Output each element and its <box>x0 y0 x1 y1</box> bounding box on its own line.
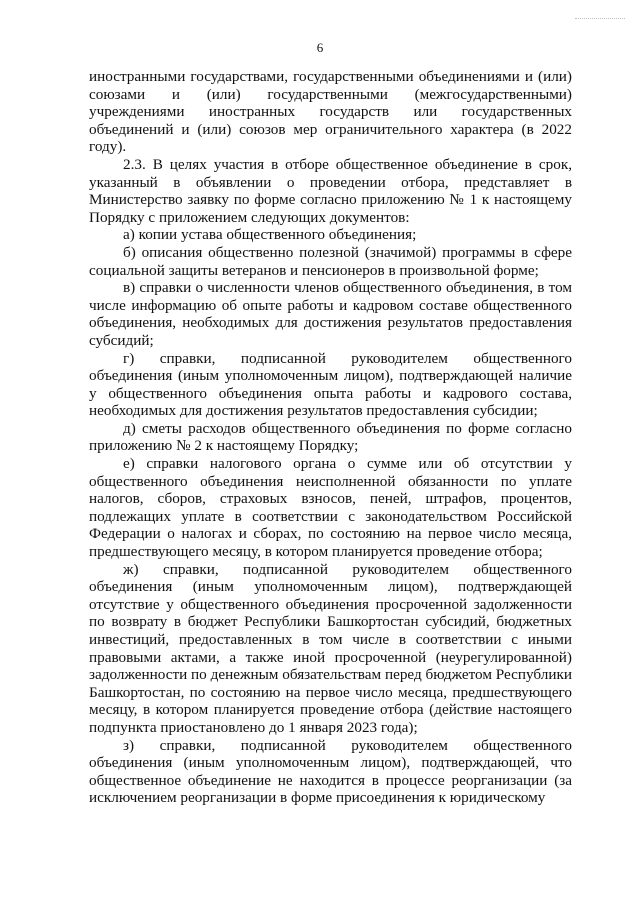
document-body <box>89 68 572 807</box>
paragraph-2-3: 2.3. В целях участия в отборе общественное объединение в срок, указанный в объявлении о проведении отбора, представляет в Министерство заявку по форме согласно приложению № 1 к настоящему Порядку с приложением следующих документов: <box>89 155 572 226</box>
list-item-zh: ж) справки, подписанной руководителем общественного объединения (иным уполномоченным лицом), подтверждающей отсутствие у общественного объединения просроченной задолженности по возврату в бюджет Республики Башкортостан субсидий, бюджетных инвестиций, предоставленных в том числе в соответствии с иными правовыми актами, а также иной просроченной (неурегулированной) задолженности по денежным обязательствам перед бюджетом Республики Башкортостан, по состоянию на первое число месяца, предшествующего месяцу, в котором планируется проведение отбора (действие настоящего подпункта приостановлено до 1 января 2023 года); <box>89 560 572 736</box>
corner-mark <box>575 18 625 22</box>
list-item-a: а) копии устава общественного объединения; <box>123 226 417 244</box>
list-item-d: д) сметы расходов общественного объединения по форме согласно приложению № 2 к настоящему Порядку; <box>89 419 572 455</box>
list-item-g: г) справки, подписанной руководителем общественного объединения (иным уполномоченным лицом), подтверждающей наличие у общественного объединения опыта работы и кадрового состава, необходимых для достижения результатов предоставления субсидии; <box>89 349 572 420</box>
page-number: 6 <box>316 40 324 55</box>
list-item-z: з) справки, подписанной руководителем общественного объединения (иным уполномоченным лицом), подтверждающей, что общественное объединение не находится в процессе реорганизации (за исключением реорганизации в форме присоединения к юридическому <box>89 736 572 807</box>
list-item-e: е) справки налогового органа о сумме или об отсутствии у общественного объединения неисполненной обязанности по уплате налогов, сборов, страховых взносов, пеней, штрафов, процентов, подлежащих уплате в соответствии с законодательством Российской Федерации о налогах и сборах, по состоянию на первое число месяца, предшествующего месяцу, в котором планируется проведение отбора; <box>89 455 572 561</box>
list-item-v: в) справки о численности членов общественного объединения, в том числе информацию об опыте работы и кадровом составе общественного объединения, необходимых для достижения результатов предоставления субсидий; <box>89 279 572 349</box>
list-item-b: б) описания общественно полезной (значимой) программы в сфере социальной защиты ветеранов и пенсионеров в произвольной форме; <box>89 243 572 279</box>
paragraph-continuation: иностранными государствами, государственными объединениями и (или) союзами и (или) государственными (межгосударственными) учреждениями иностранных государств или государственных объединений и (или) союзов мер ограничительного характера (в 2022 году). <box>89 68 572 156</box>
